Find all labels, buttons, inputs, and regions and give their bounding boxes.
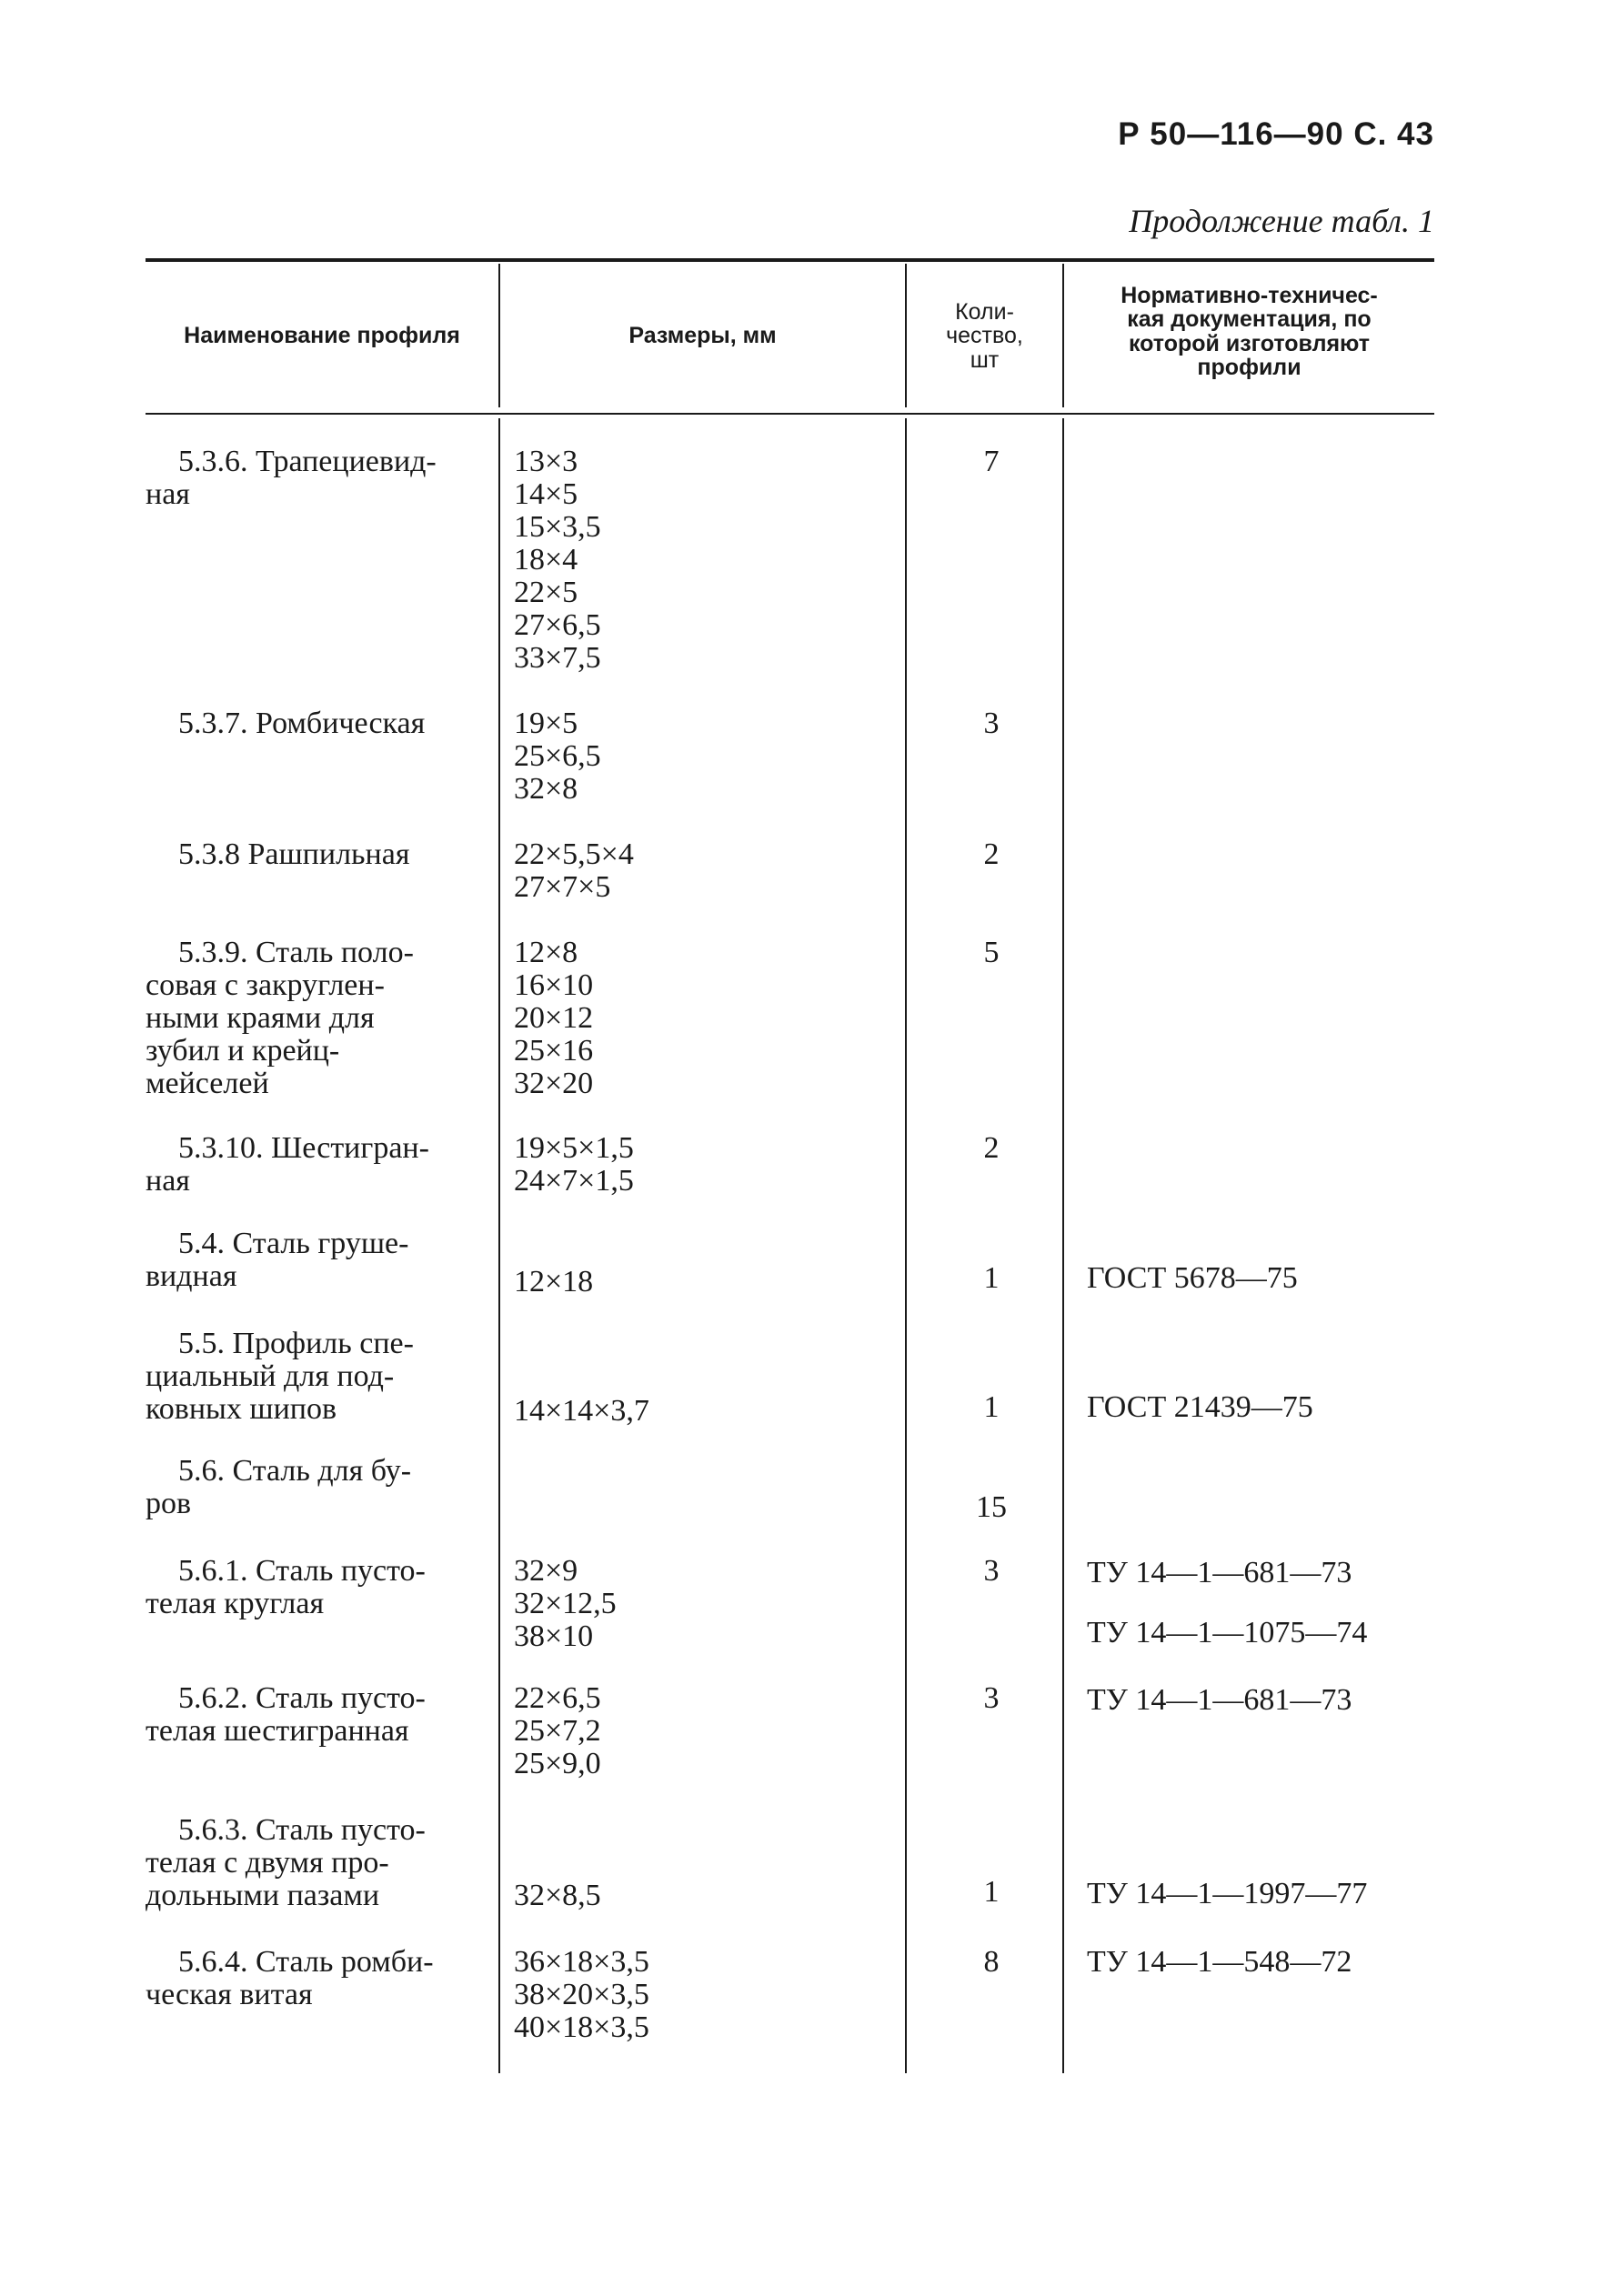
profile-sizes: 22×5,5×4 27×7×5	[514, 837, 634, 904]
profile-docs	[1087, 1391, 1442, 1451]
profile-name: 5.4. Сталь груше- видная	[146, 1227, 409, 1293]
profile-name: 5.6.3. Сталь пусто- телая с двумя про- дольными пазами	[146, 1813, 426, 1912]
profile-docs	[1087, 1946, 1442, 2006]
profile-name: 5.6. Сталь для бу- ров	[146, 1454, 412, 1520]
profile-sizes: 14×14×3,7	[514, 1394, 649, 1428]
profile-sizes: 32×8,5	[514, 1879, 601, 1912]
profile-name: 5.6.2. Сталь пусто- телая шестигранная	[146, 1681, 426, 1748]
page-header: Р 50—116—90 С. 43	[1118, 116, 1434, 152]
doc-reference: ТУ 14—1—681—73	[1087, 1556, 1352, 1589]
profile-quantity: 8	[983, 1945, 1000, 1979]
profile-quantity: 15	[976, 1490, 1007, 1524]
doc-reference: ТУ 14—1—548—72	[1087, 1945, 1352, 1979]
profile-quantity: 1	[983, 1390, 1000, 1424]
profile-name: 5.5. Профиль спе- циальный для под- ковных шипов	[146, 1327, 414, 1426]
profile-sizes: 22×6,5 25×7,2 25×9,0	[514, 1681, 601, 1780]
table-caption: Продолжение табл. 1	[1129, 203, 1434, 239]
profile-docs	[1087, 1557, 1442, 1677]
profile-name: 5.6.1. Сталь пусто- телая круглая	[146, 1554, 426, 1620]
doc-reference: ТУ 14—1—1997—77	[1087, 1877, 1368, 1910]
column-header-sizes: Размеры, мм	[628, 323, 777, 348]
profile-quantity: 7	[983, 445, 1000, 478]
column-divider	[905, 418, 907, 2073]
profile-name: 5.3.8 Рашпильная	[178, 837, 410, 871]
column-header-name: Наименование профиля	[184, 323, 460, 348]
profile-quantity: 2	[983, 1131, 1000, 1165]
profile-name: 5.3.7. Ромбическая	[178, 707, 426, 740]
column-header-quantity: Коли- чество, шт	[946, 299, 1023, 373]
profile-name: 5.3.10. Шестигран- ная	[146, 1131, 429, 1198]
profile-sizes: 12×8 16×10 20×12 25×16 32×20	[514, 936, 594, 1100]
doc-reference: ГОСТ 21439—75	[1087, 1390, 1313, 1424]
profile-name: 5.3.9. Сталь поло- совая с закруглен- ными краями для зубил и крейц- мейселей	[146, 936, 414, 1100]
profile-docs	[1087, 1684, 1442, 1744]
doc-reference: ТУ 14—1—681—73	[1087, 1683, 1352, 1717]
profile-name: 5.6.4. Сталь ромби- ческая витая	[146, 1945, 434, 2011]
profile-quantity: 3	[983, 707, 1000, 740]
profile-docs	[1087, 1262, 1442, 1322]
profile-docs	[1087, 1878, 1442, 1938]
profile-quantity: 1	[983, 1261, 1000, 1295]
profile-name: 5.3.6. Трапециевид- ная	[146, 445, 437, 511]
profile-sizes: 12×18	[514, 1265, 594, 1298]
column-header-docs: Нормативно-техничес- кая документация, по которой изготовляют профили	[1121, 283, 1378, 380]
profile-sizes: 13×3 14×5 15×3,5 18×4 22×5 27×6,5 33×7,5	[514, 445, 601, 675]
header-bottom-rule	[146, 413, 1434, 415]
profile-sizes: 36×18×3,5 38×20×3,5 40×18×3,5	[514, 1945, 649, 2044]
profile-sizes: 32×9 32×12,5 38×10	[514, 1554, 617, 1653]
column-divider	[498, 418, 500, 2073]
profile-quantity: 5	[983, 936, 1000, 969]
profile-sizes: 19×5×1,5 24×7×1,5	[514, 1131, 634, 1198]
profile-quantity: 3	[983, 1681, 1000, 1715]
profile-quantity: 3	[983, 1554, 1000, 1588]
doc-reference: ГОСТ 5678—75	[1087, 1261, 1298, 1295]
doc-reference: ТУ 14—1—1075—74	[1087, 1616, 1368, 1649]
column-divider	[1062, 418, 1064, 2073]
profile-sizes: 19×5 25×6,5 32×8	[514, 707, 601, 806]
profile-quantity: 2	[983, 837, 1000, 871]
table-top-rule	[146, 258, 1434, 262]
profile-quantity: 1	[983, 1875, 1000, 1909]
